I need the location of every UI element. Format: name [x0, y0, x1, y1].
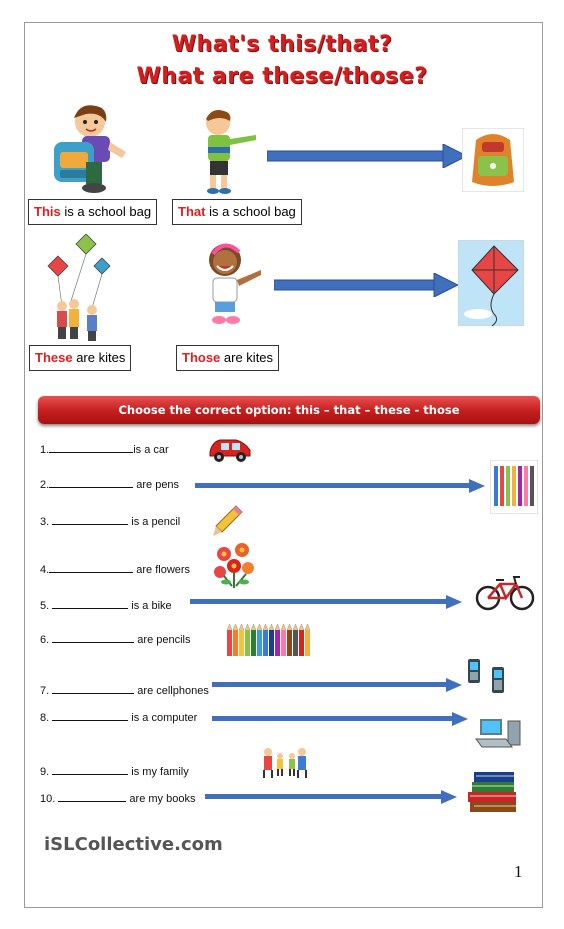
example-caption-this: This is a school bag: [28, 199, 157, 225]
children-with-kites-icon: [40, 234, 116, 344]
exercise-item: 1. is a car: [40, 441, 169, 456]
title-line-2: What are these/those?: [136, 64, 428, 89]
bike-icon: [474, 572, 536, 612]
arrow-icon: [195, 479, 485, 493]
arrow-icon: [212, 678, 462, 692]
arrow-icon: [267, 144, 467, 168]
exercise-item: 3. is a pencil: [40, 513, 180, 528]
flowers-icon: [212, 540, 256, 590]
footer-site-name: iSLCollective.com: [44, 834, 223, 855]
answer-blank[interactable]: [58, 790, 126, 802]
example-caption-these: These are kites: [29, 345, 131, 371]
arrow-icon: [274, 273, 458, 297]
girl-pointing-icon: [195, 240, 263, 326]
answer-blank[interactable]: [52, 631, 134, 643]
exercise-item: 10. are my books: [40, 790, 195, 805]
arrow-icon: [190, 595, 462, 609]
computer-icon: [474, 717, 524, 751]
answer-blank[interactable]: [49, 561, 133, 573]
exercise-item: 4. are flowers: [40, 561, 190, 576]
page-number: 1: [514, 862, 523, 881]
title-line-1: What's this/that?: [171, 32, 393, 57]
exercise-item: 8. is a computer: [40, 709, 197, 724]
exercise-item: 9. is my family: [40, 763, 189, 778]
schoolbag-icon: [462, 128, 524, 192]
exercise-item: 2. are pens: [40, 476, 179, 491]
exercise-item: 6. are pencils: [40, 631, 191, 646]
example-caption-that: That is a school bag: [172, 199, 302, 225]
boy-pointing-icon: [190, 107, 260, 197]
answer-blank[interactable]: [49, 476, 133, 488]
arrow-icon: [212, 712, 468, 726]
answer-blank[interactable]: [52, 763, 128, 775]
arrow-icon: [205, 790, 457, 804]
colored-pencils-icon: [224, 622, 314, 658]
pens-icon: [490, 460, 538, 514]
books-icon: [464, 770, 522, 816]
boy-with-schoolbag-icon: [46, 100, 128, 196]
exercise-item: 5. is a bike: [40, 597, 172, 612]
answer-blank[interactable]: [52, 682, 134, 694]
answer-blank[interactable]: [52, 597, 128, 609]
kite-icon: [458, 240, 524, 326]
pencil-icon: [212, 504, 244, 538]
instruction-banner: Choose the correct option: this – that – these - those: [38, 396, 540, 424]
answer-blank[interactable]: [52, 513, 128, 525]
example-caption-those: Those are kites: [176, 345, 279, 371]
answer-blank[interactable]: [49, 441, 133, 453]
car-icon: [206, 432, 254, 464]
answer-blank[interactable]: [52, 709, 128, 721]
exercise-item: 7. are cellphones: [40, 682, 209, 697]
family-icon: [260, 746, 310, 780]
cellphones-icon: [464, 657, 512, 697]
